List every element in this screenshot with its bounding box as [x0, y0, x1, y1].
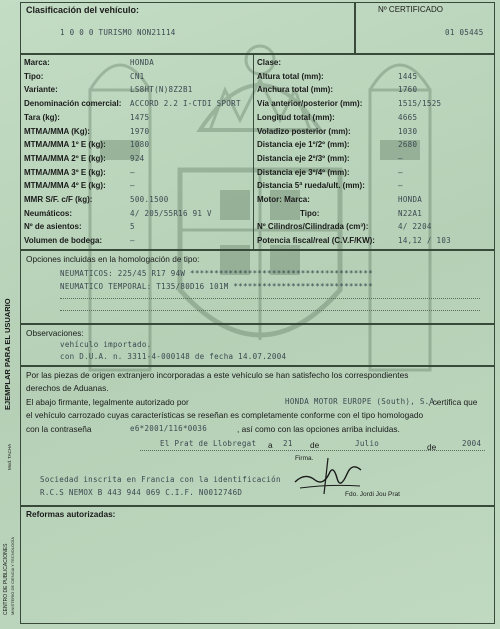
authorizer-value: HONDA MOTOR EUROPE (South), S.A.	[285, 397, 440, 406]
right-value: 1030	[398, 126, 418, 136]
right-value: 2680	[398, 140, 418, 150]
contrasena-value: e6*2001/116*0036	[130, 424, 208, 433]
place-value: El Prat de Llobregat	[160, 439, 257, 448]
left-value: —	[130, 236, 135, 246]
signatory-text: El abajo firmante, legalmente autorizado por	[26, 397, 189, 407]
a-word: a	[268, 440, 273, 450]
right-value: 14,12 / 103	[398, 236, 451, 246]
date-line	[140, 450, 485, 451]
right-label: Motor: Marca:	[257, 195, 310, 204]
de-word: de	[310, 440, 320, 450]
signature-mark	[290, 452, 370, 496]
left-value: 1970	[130, 126, 150, 136]
firma-label: Firma.	[295, 455, 314, 462]
customs-text-line-1: Por las piezas de origen extranjero incorporadas a este vehículo se han satisfecho los correspondientes	[26, 370, 409, 380]
month-value: Julio	[355, 439, 380, 448]
reforms-box	[20, 506, 495, 624]
printer-line-1: CENTRO DE PUBLICACIONES	[3, 543, 9, 615]
left-label: Marca:	[24, 58, 50, 67]
right-label: Distancia 5ª rueda/ult. (mm):	[257, 181, 365, 191]
left-label: Variante:	[24, 85, 58, 95]
right-value: 1445	[398, 71, 418, 81]
right-value: 4665	[398, 112, 418, 122]
observation-line-1: vehículo importado.	[60, 340, 152, 349]
certificate-label: Nº CERTIFICADO	[378, 5, 443, 14]
right-value: —	[398, 181, 403, 191]
left-label: MTMA/MMA 3º E (kg):	[24, 167, 106, 177]
data-column-divider	[253, 54, 254, 250]
left-value: CN1	[130, 71, 145, 81]
right-label: Longitud total (mm):	[257, 112, 335, 122]
right-value: —	[398, 167, 403, 177]
left-label: Tipo:	[24, 71, 44, 81]
options-blank-line	[60, 298, 480, 299]
left-value: —	[130, 181, 135, 191]
right-label: Distancia eje 1º/2º (mm):	[257, 140, 350, 150]
right-label: Tipo:	[300, 208, 320, 218]
left-value: —	[130, 167, 135, 177]
left-label: Tara (kg):	[24, 112, 60, 122]
day-value: 21	[283, 439, 293, 448]
option-line-2: NEUMATICO TEMPORAL: T135/80D16 101M *****************************	[60, 282, 373, 291]
left-value: HONDA	[130, 58, 155, 67]
right-value: 1515/1525	[398, 99, 442, 109]
left-label: MTMA/MMA 1º E (kg):	[24, 140, 106, 150]
vehicle-data-box	[20, 54, 495, 250]
company-line-1: Sociedad inscrita en Francia con la identificación	[40, 475, 281, 484]
left-value: 1475	[130, 112, 150, 122]
right-label: Potencia fiscal/real (C.V.F/KW):	[257, 236, 375, 246]
left-value: 924	[130, 153, 145, 163]
certificate-value: 01 05445	[445, 28, 484, 37]
contrasena-label: con la contraseña	[26, 424, 92, 434]
left-label: MTMA/MMA 4º E (kg):	[24, 181, 106, 191]
left-label: Neumáticos:	[24, 208, 73, 218]
contrasena-end: , así como con las opciones arriba incluidas.	[237, 424, 400, 434]
classification-value: 1 0 0 0 TURISMO NON21114	[60, 28, 176, 37]
right-value: HONDA	[398, 195, 423, 204]
right-value: —	[398, 153, 403, 163]
user-copy-label: EJEMPLAR PARA EL USUARIO	[3, 298, 12, 410]
right-label: Anchura total (mm):	[257, 85, 333, 95]
left-label: MMR S/F. c/F (kg):	[24, 195, 93, 204]
left-value: LS8HT(N)8Z2B1	[130, 85, 193, 95]
left-value: 4/ 205/55R16 91 V	[130, 208, 212, 218]
left-label: Denominación comercial:	[24, 99, 122, 109]
right-label: Nº Cilindros/Cilindrada (cm³):	[257, 222, 369, 232]
right-label: Distancia eje 3º/4º (mm):	[257, 167, 350, 177]
right-label: Clase:	[257, 58, 282, 67]
options-blank-line	[60, 310, 480, 311]
right-label: Altura total (mm):	[257, 71, 324, 81]
classification-label: Clasificación del vehículo:	[26, 5, 140, 15]
right-value: 1760	[398, 85, 418, 95]
reforms-title: Reformas autorizadas:	[26, 509, 116, 519]
left-label: Volumen de bodega:	[24, 236, 103, 246]
signer-name: Fdo. Jordi Jou Prat	[345, 491, 400, 498]
left-value: ACCORD 2.2 I-CTDI SPORT	[130, 99, 241, 109]
observation-line-2: con D.U.A. n. 3311-4-000148 de fecha 14.07.2004	[60, 352, 287, 361]
model-label: Mod. TACHA	[7, 443, 12, 470]
de-word-2: de	[427, 442, 437, 452]
printer-line-2: MINISTERIO DE CIENCIA Y TECNOLOGÍA	[10, 536, 15, 615]
customs-text-line-2: derechos de Aduanas.	[26, 383, 109, 393]
right-label: Distancia eje 2º/3º (mm):	[257, 153, 350, 163]
observations-title: Observaciones:	[26, 328, 84, 338]
right-value: N22A1	[398, 208, 423, 218]
right-label: Vía anterior/posterior (mm):	[257, 99, 363, 109]
left-value: 5	[130, 222, 135, 232]
year-value: 2004	[462, 439, 482, 448]
conformity-text: el vehículo carrozado cuyas características se reseñan es completamente conforme con el tipo homologado	[26, 410, 424, 420]
right-value: 4/ 2204	[398, 222, 432, 232]
option-line-1: NEUMATICOS: 225/45 R17 94W **************************************	[60, 269, 373, 278]
left-value: 1080	[130, 140, 150, 150]
right-label: Voladizo posterior (mm):	[257, 126, 351, 136]
left-label: MTMA/MMA 2º E (kg):	[24, 153, 106, 163]
signatory-text-end: , certifica que	[428, 397, 478, 407]
options-title: Opciones incluidas en la homologación de tipo:	[26, 254, 200, 264]
company-line-2: R.C.S NEMOX B 443 944 069 C.I.F. N0012746D	[40, 488, 243, 497]
left-label: MTMA/MMA (Kg):	[24, 126, 90, 136]
left-label: Nº de asientos:	[24, 222, 82, 232]
left-value: 500.1500	[130, 195, 169, 204]
